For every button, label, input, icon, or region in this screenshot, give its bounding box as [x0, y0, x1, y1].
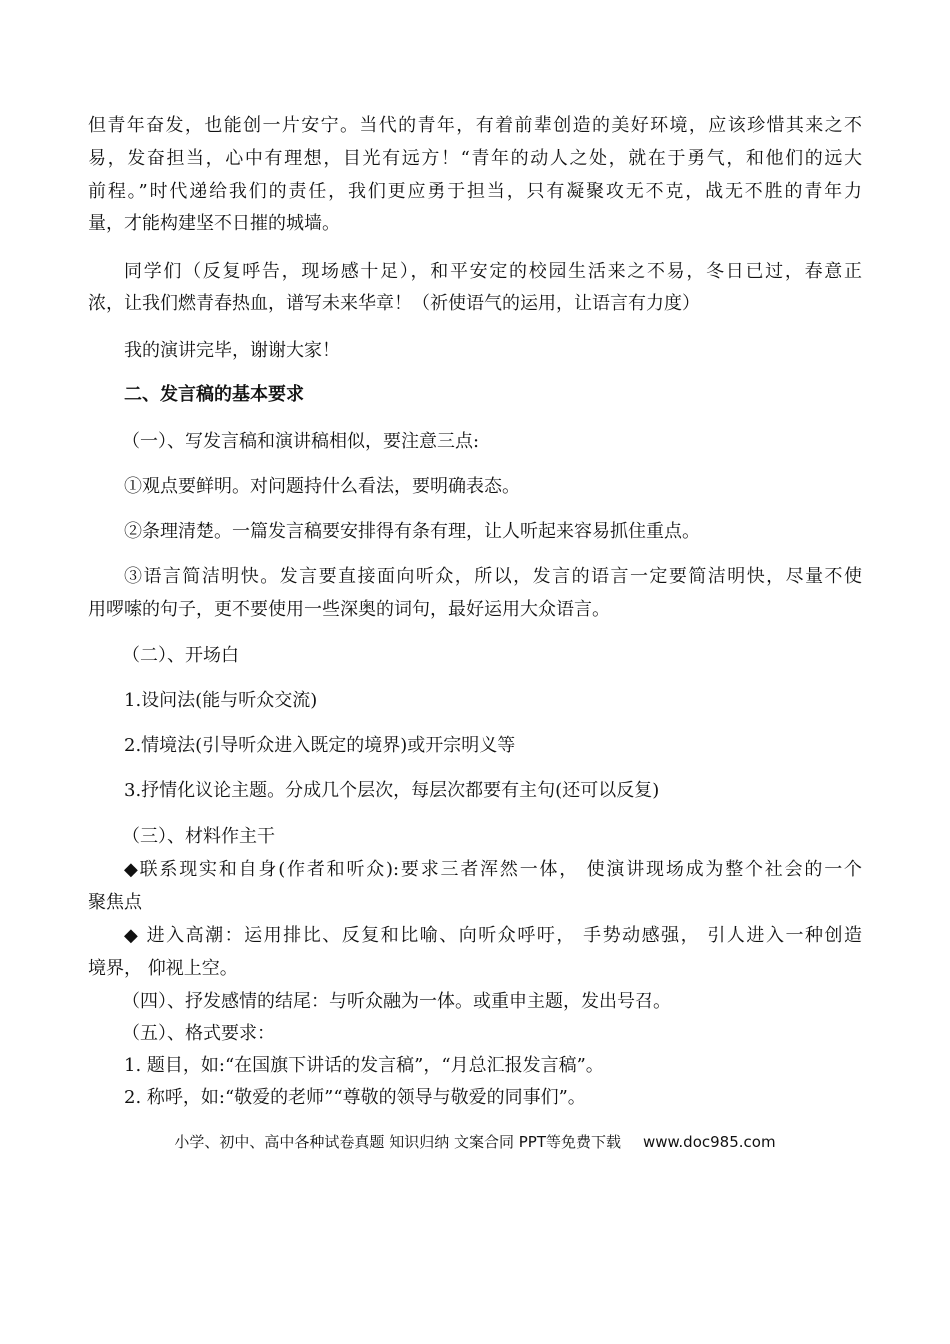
list-item: ◆联系现实和自身(作者和听众):要求三者浑然一体， 使演讲现场成为整个社会的一个: [124, 859, 862, 880]
list-item: 用啰嗦的句子，更不要使用一些深奥的词句，最好运用大众语言。: [88, 599, 610, 620]
list-item: 聚焦点: [88, 892, 142, 913]
paragraph-line: 前程。”时代递给我们的责任，我们更应勇于担当，只有凝聚攻无不克，战无不胜的青年力: [88, 181, 862, 202]
subsection-heading: （四）、抒发感情的结尾：与听众融为一体。或重申主题，发出号召。: [122, 991, 671, 1012]
page-footer: [0, 1132, 950, 1152]
section-heading: 二、发言稿的基本要求: [124, 384, 304, 405]
paragraph-line: 浓，让我们燃青春热血，谱写未来华章！（祈使语气的运用，让语言有力度）: [88, 293, 700, 314]
footer-url-link[interactable]: www.doc985.com: [642, 1133, 776, 1151]
list-item: 境界， 仰视上空。: [88, 958, 238, 979]
list-item: 1.设问法(能与听众交流): [124, 690, 318, 711]
list-item: 2.情境法(引导听众进入既定的境界)或开宗明义等: [124, 735, 516, 756]
closing-line: 我的演讲完毕，谢谢大家！: [124, 340, 340, 361]
paragraph-line: 易，发奋担当，心中有理想，目光有远方！“青年的动人之处，就在于勇气，和他们的远大: [88, 148, 862, 169]
list-item: ②条理清楚。一篇发言稿要安排得有条有理，让人听起来容易抓住重点。: [124, 521, 700, 542]
paragraph-line: 但青年奋发，也能创一片安宁。当代的青年，有着前辈创造的美好环境，应该珍惜其来之不: [88, 115, 862, 136]
list-item: ①观点要鲜明。对问题持什么看法，要明确表态。: [124, 476, 520, 497]
subsection-heading: （二）、开场白: [122, 645, 239, 666]
list-item: ③语言简洁明快。发言要直接面向听众，所以，发言的语言一定要简洁明快，尽量不使: [124, 566, 862, 587]
list-item: 3.抒情化议论主题。分成几个层次，每层次都要有主句(还可以反复): [124, 780, 660, 801]
list-item: ◆ 进入高潮：运用排比、反复和比喻、向听众呼吁， 手势动感强， 引人进入一种创造: [124, 925, 862, 946]
footer-text: 小学、初中、高中各种试卷真题 知识归纳 文案合同 PPT等免费下载: [174, 1133, 621, 1151]
list-item: 2. 称呼，如:“敬爱的老师”“尊敬的领导与敬爱的同事们”。: [124, 1087, 586, 1108]
subsection-heading: （三）、材料作主干: [122, 826, 275, 847]
paragraph-line: 同学们（反复呼告，现场感十足），和平安定的校园生活来之不易，冬日已过，春意正: [124, 261, 862, 282]
subsection-heading: （一）、写发言稿和演讲稿相似，要注意三点:: [122, 431, 480, 452]
paragraph-line: 量，才能构建坚不日摧的城墙。: [88, 213, 340, 234]
subsection-heading: （五）、格式要求：: [122, 1023, 275, 1044]
list-item: 1. 题目，如:“在国旗下讲话的发言稿”，“月总汇报发言稿”。: [124, 1055, 604, 1076]
